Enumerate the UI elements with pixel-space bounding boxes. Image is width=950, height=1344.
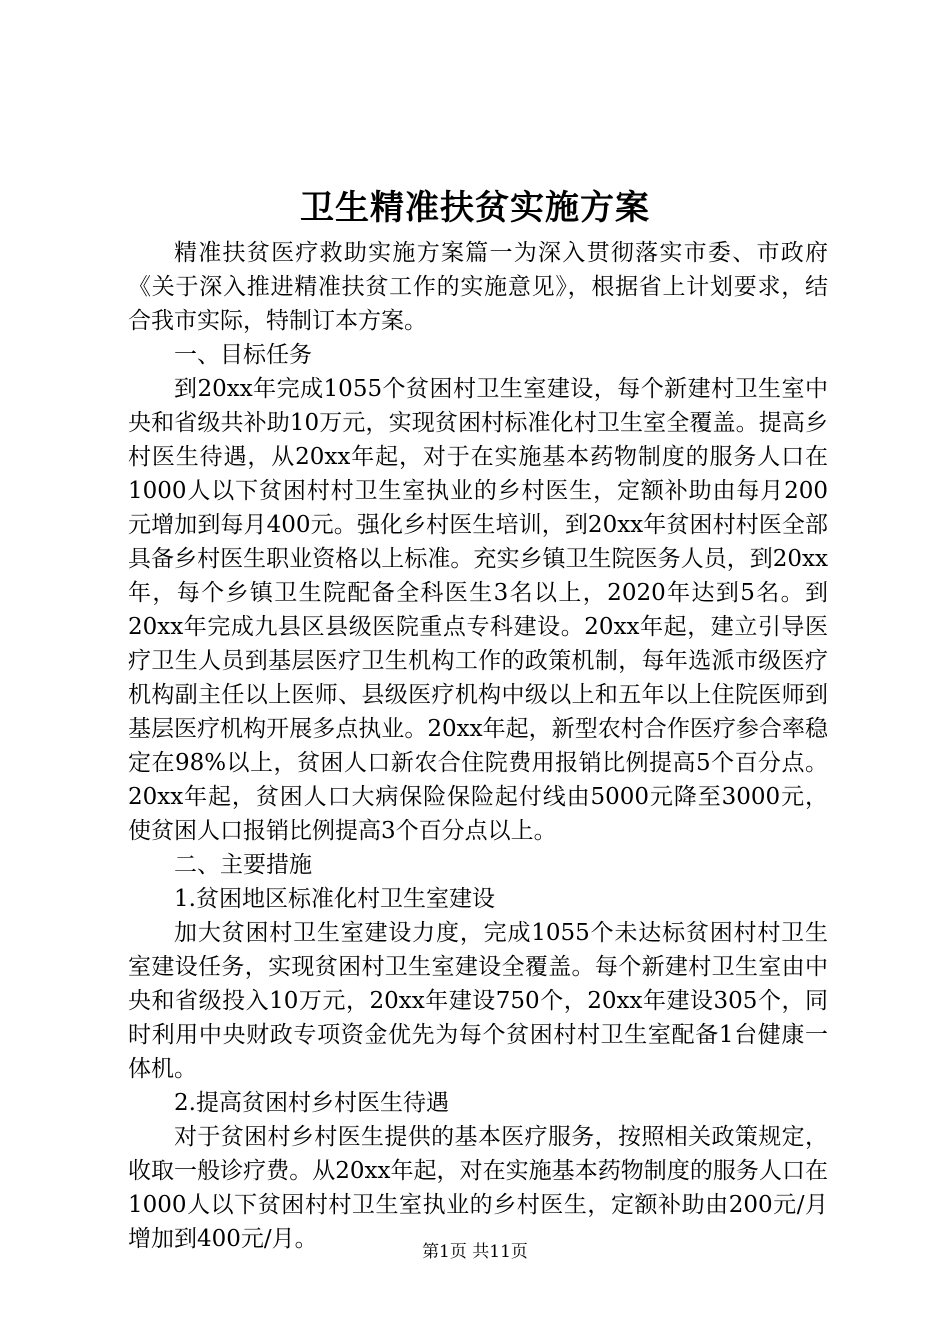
- section-heading-goals: 一、目标任务: [174, 342, 312, 368]
- intro-paragraph: 精准扶贫医疗救助实施方案篇一为深入贯彻落实市委、市政府《关于深入推进精准扶贫工作的实施意见》，根据省上计划要求，结合我市实际，特制订本方案。: [128, 240, 828, 334]
- subheading-clinic-construction: 1.贫困地区标准化村卫生室建设: [174, 886, 495, 912]
- goals-paragraph: 到20xx年完成1055个贫困村卫生室建设，每个新建村卫生室中央和省级共补助10万元，实现贫困村标准化村卫生室全覆盖。提高乡村医生待遇，从20xx年起，对于在实施基本药物制度的服务人口在1000人以下贫困村村卫生室执业的乡村医生，定额补助由每月200元增加到每月400元。强化乡村医生培训，到20xx年贫困村村医全部具备乡村医生职业资格以上标准。充实乡镇卫生院医务人员，到20xx年，每个乡镇卫生院配备全科医生3名以上，2020年达到5名。到20xx年完成九县区县级医院重点专科建设。20xx年起，建立引导医疗卫生人员到基层医疗卫生机构工作的政策机制，每年选派市级医疗机构副主任以上医师、县级医疗机构中级以上和五年以上住院医师到基层医疗机构开展多点执业。20xx年起，新型农村合作医疗参合率稳定在98%以上，贫困人口新农合住院费用报销比例提高5个百分点。20xx年起，贫困人口大病保险保险起付线由5000元降至3000元，使贫困人口报销比例提高3个百分点以上。: [128, 376, 828, 844]
- clinic-construction-paragraph: 加大贫困村卫生室建设力度，完成1055个未达标贫困村村卫生室建设任务，实现贫困村卫生室建设全覆盖。每个新建村卫生室由中央和省级投入10万元，20xx年建设750个，20xx年建设305个，同时利用中央财政专项资金优先为每个贫困村村卫生室配备1台健康一体机。: [128, 920, 828, 1082]
- subheading-doctor-pay: 2.提高贫困村乡村医生待遇: [174, 1090, 449, 1116]
- section-heading-measures: 二、主要措施: [174, 852, 312, 878]
- doctor-pay-paragraph: 对于贫困村乡村医生提供的基本医疗服务，按照相关政策规定，收取一般诊疗费。从20xx年起，对在实施基本药物制度的服务人口在1000人以下贫困村村卫生室执业的乡村医生，定额补助由200元/月增加到400元/月。: [128, 1124, 828, 1252]
- document-title: 卫生精准扶贫实施方案: [300, 188, 650, 228]
- document-body: [128, 236, 828, 1256]
- page-number-footer: 第1页 共11页: [422, 1242, 528, 1262]
